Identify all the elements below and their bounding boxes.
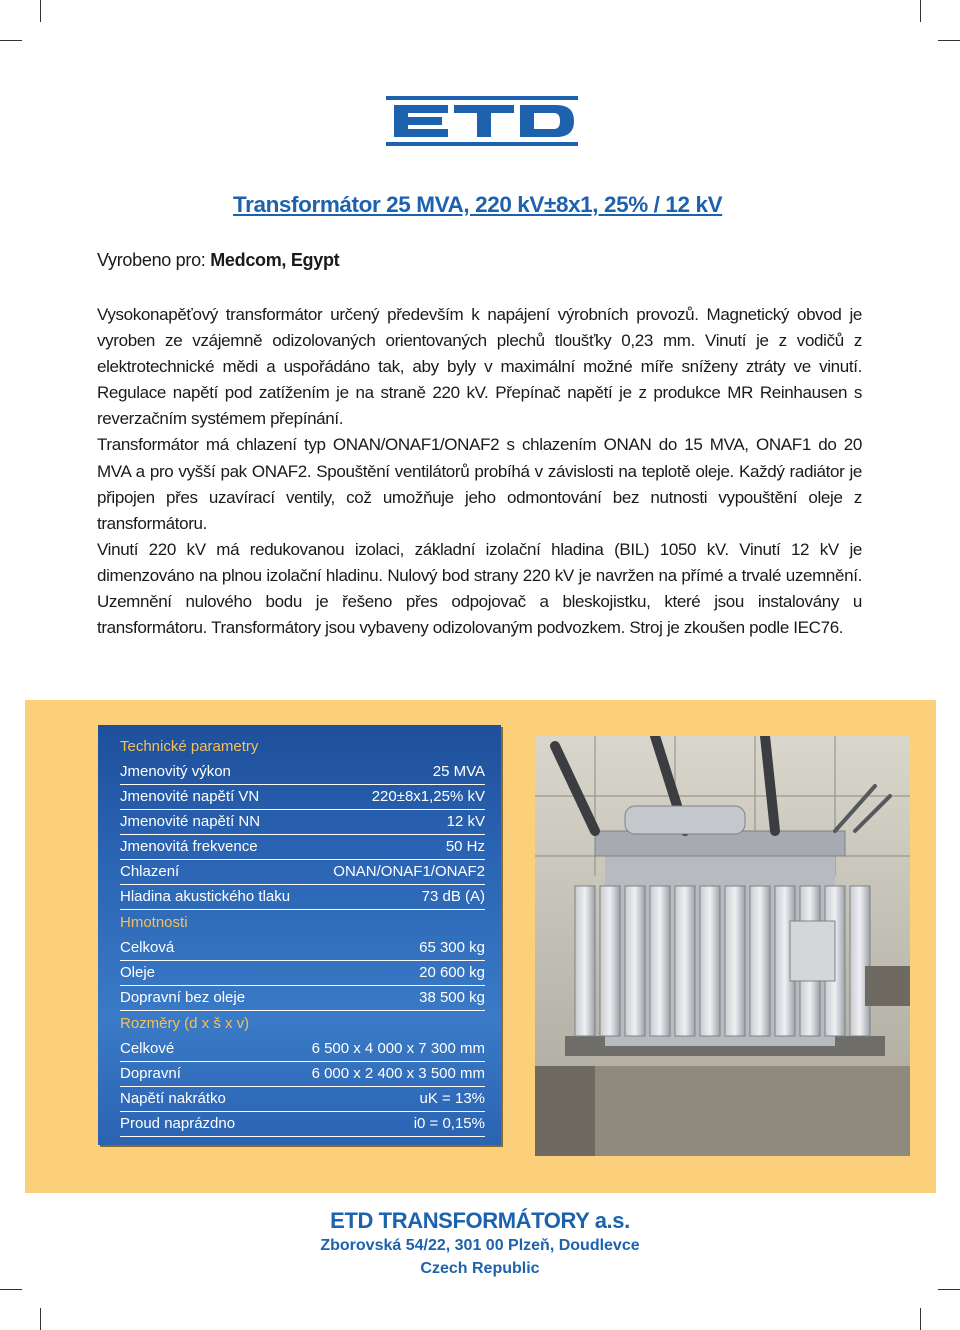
page-title: Transformátor 25 MVA, 220 kV±8x1, 25% / 12 kV [233,192,723,217]
spec-row: Proud naprázdno i0 = 0,15% [120,1112,485,1137]
made-for-customer: Medcom, Egypt [210,250,340,270]
crop-mark [40,0,41,22]
company-address: Zborovská 54/22, 301 00 Plzeň, Doudlevce [320,1237,640,1254]
spec-row: Celkové 6 500 x 4 000 x 7 300 mm [120,1037,485,1062]
spec-row: Celková 65 300 kg [120,936,485,961]
description-paragraph: Vysokonapěťový transformátor určený především k napájení výrobních provozů. Magnetický obvod je vyroben ze vzájemně odizolovaných orientovaných plechů tloušťky 0,23 mm. Vinutí je z vodičů z elektrotechnické mědi a uspořádáno tak, aby byly v maximální možné míře sníženy ztráty ve vinutí. Regulace napětí pod zatížením je na straně 220 kV. Přepínač napětí je z produkce MR Reinhausen s reverzačním systémem přepínání. [97,305,862,429]
spec-row: Oleje 20 600 kg [120,961,485,986]
made-for-label: Vyrobeno pro: [97,250,206,270]
spec-row: Napětí nakrátko uK = 13% [120,1087,485,1112]
crop-mark [920,0,921,22]
etd-logo [386,96,578,146]
crop-mark [0,1289,22,1290]
description-paragraph: Transformátor má chlazení typ ONAN/ONAF1/ONAF2 s chlazením ONAN do 15 MVA, ONAF1 do 20 MVA a pro vyšší pak ONAF2. Spouštění ventilátorů probíhá v závislosti na teplotě oleje. Každý radiátor je připojen přes uzavírací ventily, což umožňuje jeho odmontování bez nutnosti vypouštění oleje z transformátoru. [97,435,862,533]
spec-heading: Rozměry (d x š x v) [120,1015,250,1032]
spec-row: Jmenovitý výkon 25 MVA [120,760,485,785]
company-name: ETD TRANSFORMÁTORY a.s. [330,1208,630,1233]
spec-row: Dopravní 6 000 x 2 400 x 3 500 mm [120,1062,485,1087]
description [97,302,862,641]
spec-row: Jmenovité napětí VN 220±8x1,25% kV [120,785,485,810]
spec-heading: Hmotnosti [120,914,188,931]
crop-mark [0,40,22,41]
spec-row: Hladina akustického tlaku 73 dB (A) [120,885,485,910]
spec-row: Jmenovité napětí NN 12 kV [120,810,485,835]
description-paragraph: Vinutí 220 kV má redukovanou izolaci, základní izolační hladina (BIL) 1050 kV. Vinutí 12 kV je dimenzováno na plnou izolační hladinu. Nulový bod strany 220 kV je navržen na přímé a trvalé uzemnění. Uzemnění nulového bodu je řešeno přes odpojovač a bleskojistku, které jsou instalovány u transformátoru. Transformátory jsou vybaveny odizolovaným podvozkem. Stroj je zkoušen podle IEC76. [97,539,862,638]
crop-mark [938,1289,960,1290]
company-country: Czech Republic [420,1260,540,1277]
crop-mark [920,1308,921,1330]
made-for [97,250,339,271]
spec-row: Jmenovitá frekvence 50 Hz [120,835,485,860]
crop-mark [40,1308,41,1330]
spec-heading: Technické parametry [120,738,259,755]
spec-row: Chlazení ONAN/ONAF1/ONAF2 [120,860,485,885]
technical-specs-table [98,725,501,1145]
transformer-photo [535,736,910,1156]
crop-mark [938,40,960,41]
spec-row: Dopravní bez oleje 38 500 kg [120,986,485,1011]
